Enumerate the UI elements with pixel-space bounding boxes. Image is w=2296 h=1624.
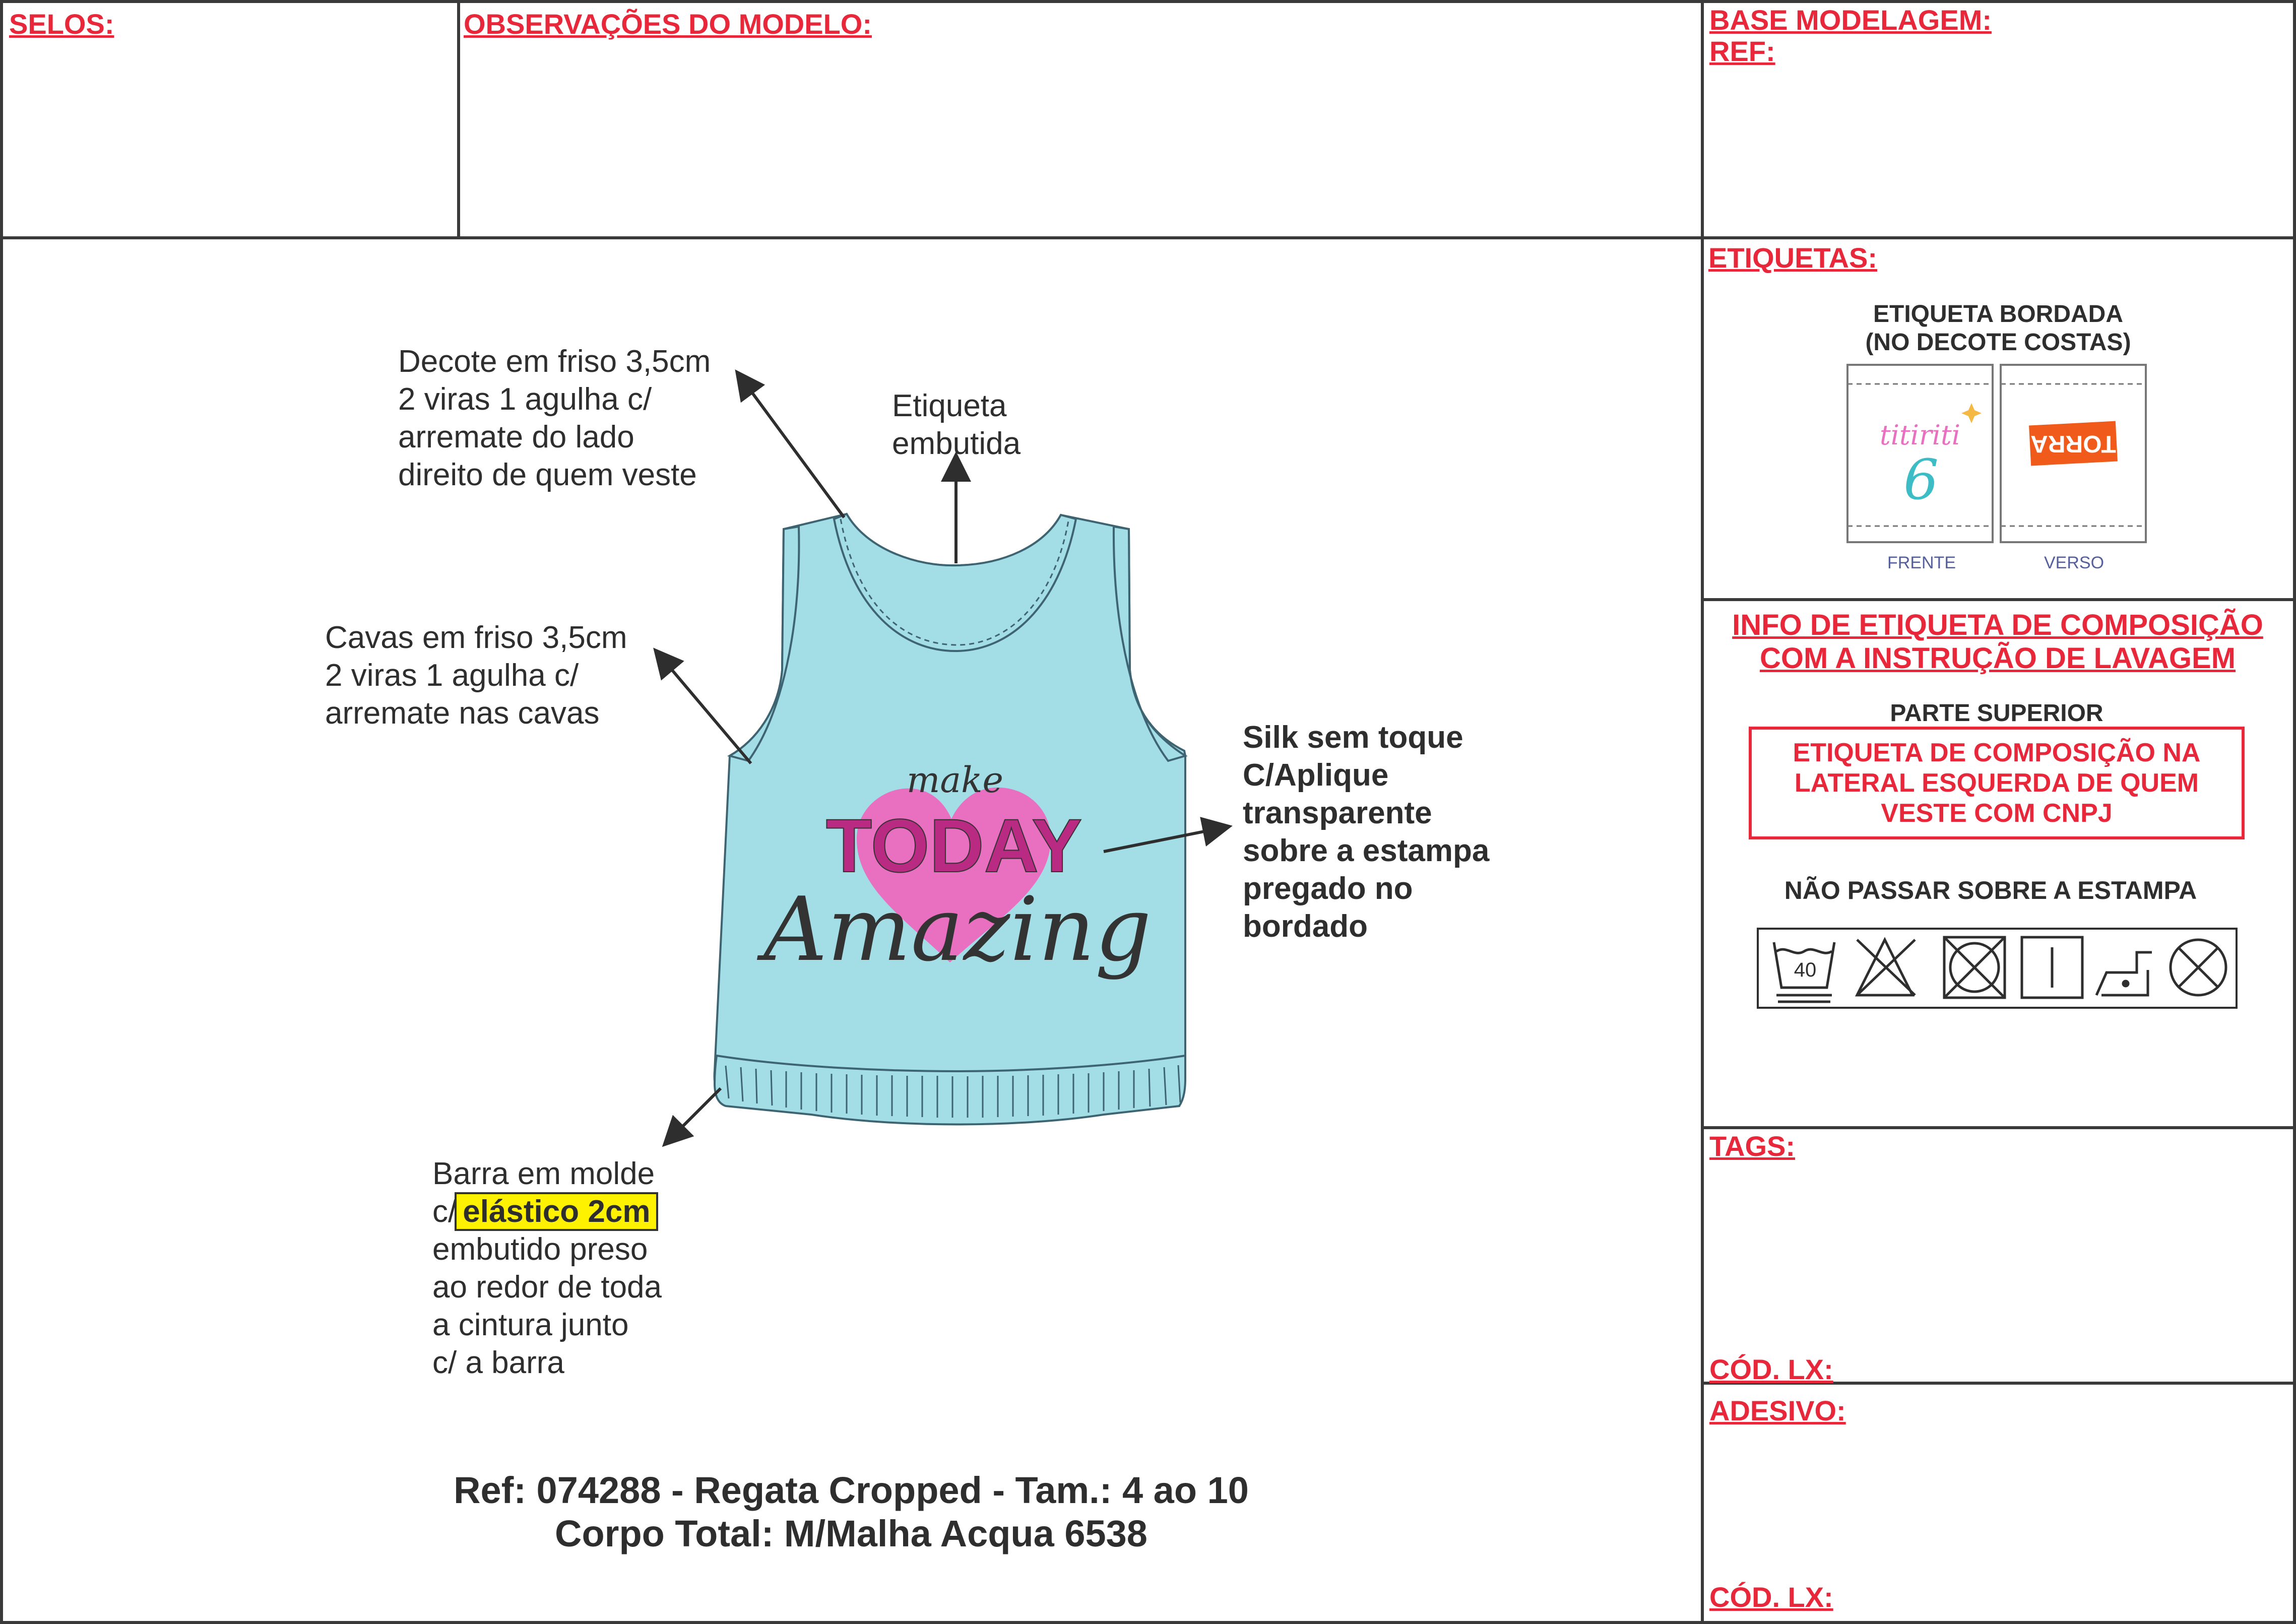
decote-callout: Decote em friso 3,5cm 2 viras 1 agulha c/ arremate do lado direito de quem veste	[398, 344, 711, 492]
print-word-make: make	[907, 759, 1003, 801]
composicao-line-1: ETIQUETA DE COMPOSIÇÃO NA	[1793, 738, 2201, 767]
tank-top-illustration	[715, 514, 1185, 1125]
base-modelagem-heading: BASE MODELAGEM:	[1709, 4, 1992, 36]
info-etiqueta-heading: INFO DE ETIQUETA DE COMPOSIÇÃO COM A INSTRUÇÃO DE LAVAGEM	[1732, 609, 2263, 675]
ref-heading: REF:	[1709, 35, 1775, 67]
elastico-highlight: elástico 2cm	[457, 1194, 656, 1229]
svg-text:40: 40	[1794, 959, 1817, 981]
woven-label	[1847, 365, 2146, 542]
parte-superior-label: PARTE SUPERIOR	[1890, 700, 2103, 727]
care-symbols	[1758, 929, 2237, 1008]
label-size-number: 6	[1903, 447, 1939, 512]
decote-arrow	[737, 372, 844, 517]
composicao-line-3: VESTE COM CNPJ	[1881, 799, 2113, 828]
etiqueta-embutida-callout: Etiqueta embutida	[892, 388, 1021, 461]
label-brand-back: TORRA	[2030, 430, 2116, 457]
barra-arrow	[664, 1088, 721, 1145]
composicao-box	[1749, 727, 2245, 839]
silk-callout: Silk sem toque C/Aplique transparente sobre a estampa pregado no bordado	[1243, 720, 1490, 944]
cod-lx-label-1: CÓD. LX:	[1709, 1353, 1833, 1385]
corpo-total-title: Corpo Total: M/Malha Acqua 6538	[555, 1513, 1147, 1554]
etiqueta-bordada-title: ETIQUETA BORDADA (NO DECOTE COSTAS)	[1865, 301, 2131, 356]
etiquetas-heading: ETIQUETAS:	[1708, 242, 1877, 274]
barra-callout: Barra em molde c/ elástico 2cm embutido preso ao redor de toda a cintura junto c/ a barra	[432, 1156, 662, 1380]
ref-title: Ref: 074288 - Regata Cropped - Tam.: 4 ao 10	[454, 1469, 1249, 1511]
adesivo-heading: ADESIVO:	[1709, 1395, 1846, 1426]
label-brand-front: titiriti	[1880, 419, 1960, 451]
cod-lx-label-2: CÓD. LX:	[1709, 1581, 1833, 1613]
print-word-amazing: Amazing	[763, 879, 1152, 981]
nao-passar-warning: NÃO PASSAR SOBRE A ESTAMPA	[1784, 876, 2197, 904]
label-back-caption: VERSO	[2044, 553, 2104, 572]
cavas-callout: Cavas em friso 3,5cm 2 viras 1 agulha c/ arremate nas cavas	[325, 620, 627, 731]
tags-heading: TAGS:	[1709, 1130, 1796, 1162]
cavas-arrow	[655, 650, 751, 763]
selos-heading: SELOS:	[9, 8, 114, 40]
print-word-today: TODAY	[825, 803, 1082, 888]
composicao-line-2: LATERAL ESQUERDA DE QUEM	[1794, 768, 2199, 798]
observacoes-heading: OBSERVAÇÕES DO MODELO:	[464, 8, 872, 40]
label-front-caption: FRENTE	[1887, 553, 1956, 572]
